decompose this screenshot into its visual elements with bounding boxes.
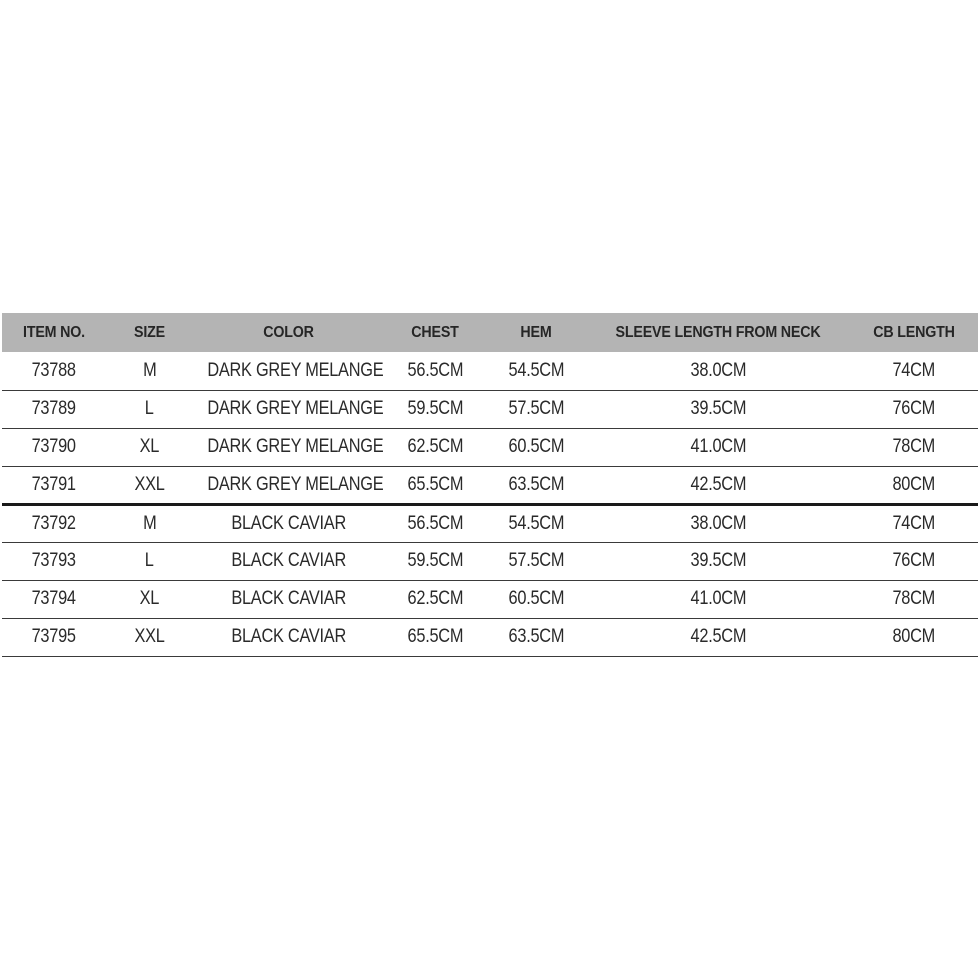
cell-item-no: 73790 xyxy=(2,428,106,466)
cell-chest: 62.5CM xyxy=(384,428,486,466)
cell-sleeve-length: 42.5CM xyxy=(586,618,850,656)
cell-size: XL xyxy=(106,428,193,466)
cell-hem: 63.5CM xyxy=(486,618,586,656)
cell-size: L xyxy=(106,390,193,428)
cell-cb-length: 76CM xyxy=(850,390,978,428)
cell-size: XXL xyxy=(106,618,193,656)
header-row xyxy=(2,313,978,352)
cell-size: XXL xyxy=(106,466,193,504)
cell-color: BLACK CAVIAR xyxy=(193,542,384,580)
cell-chest: 65.5CM xyxy=(384,618,486,656)
header-cb-length: CB LENGTH xyxy=(873,323,955,341)
cell-hem: 60.5CM xyxy=(486,428,586,466)
cell-color: BLACK CAVIAR xyxy=(193,504,384,542)
cell-size: XL xyxy=(106,580,193,618)
cell-item-no: 73789 xyxy=(2,390,106,428)
cell-cb-length: 74CM xyxy=(850,504,978,542)
cell-color: DARK GREY MELANGE xyxy=(193,352,384,390)
cell-hem: 54.5CM xyxy=(486,504,586,542)
cell-hem: 63.5CM xyxy=(486,466,586,504)
table-row xyxy=(2,428,978,466)
table-row xyxy=(2,466,978,504)
cell-item-no: 73791 xyxy=(2,466,106,504)
table-header xyxy=(2,313,978,352)
header-size: SIZE xyxy=(134,323,165,341)
cell-sleeve-length: 42.5CM xyxy=(586,466,850,504)
cell-item-no: 73792 xyxy=(2,504,106,542)
table-body xyxy=(2,352,978,656)
cell-size: L xyxy=(106,542,193,580)
cell-color: BLACK CAVIAR xyxy=(193,580,384,618)
cell-cb-length: 74CM xyxy=(850,352,978,390)
cell-chest: 65.5CM xyxy=(384,466,486,504)
cell-chest: 56.5CM xyxy=(384,352,486,390)
cell-color: DARK GREY MELANGE xyxy=(193,466,384,504)
cell-sleeve-length: 38.0CM xyxy=(586,352,850,390)
cell-sleeve-length: 41.0CM xyxy=(586,580,850,618)
cell-sleeve-length: 41.0CM xyxy=(586,428,850,466)
header-chest: CHEST xyxy=(411,323,459,341)
cell-sleeve-length: 39.5CM xyxy=(586,390,850,428)
cell-color: DARK GREY MELANGE xyxy=(193,428,384,466)
cell-chest: 56.5CM xyxy=(384,504,486,542)
table-row xyxy=(2,504,978,542)
table-row xyxy=(2,580,978,618)
header-color: COLOR xyxy=(263,323,314,341)
cell-item-no: 73795 xyxy=(2,618,106,656)
cell-hem: 57.5CM xyxy=(486,542,586,580)
cell-color: DARK GREY MELANGE xyxy=(193,390,384,428)
cell-cb-length: 78CM xyxy=(850,428,978,466)
size-chart-table xyxy=(2,313,978,657)
cell-hem: 57.5CM xyxy=(486,390,586,428)
cell-size: M xyxy=(106,504,193,542)
cell-sleeve-length: 39.5CM xyxy=(586,542,850,580)
cell-chest: 62.5CM xyxy=(384,580,486,618)
table-row xyxy=(2,390,978,428)
cell-item-no: 73788 xyxy=(2,352,106,390)
table-row xyxy=(2,352,978,390)
table-row xyxy=(2,618,978,656)
table-row xyxy=(2,542,978,580)
cell-cb-length: 80CM xyxy=(850,466,978,504)
cell-chest: 59.5CM xyxy=(384,390,486,428)
header-sleeve-length: SLEEVE LENGTH FROM NECK xyxy=(615,323,821,341)
cell-color: BLACK CAVIAR xyxy=(193,618,384,656)
cell-sleeve-length: 38.0CM xyxy=(586,504,850,542)
cell-item-no: 73793 xyxy=(2,542,106,580)
header-hem: HEM xyxy=(520,323,552,341)
cell-cb-length: 76CM xyxy=(850,542,978,580)
header-item-no: ITEM NO. xyxy=(23,323,85,341)
cell-chest: 59.5CM xyxy=(384,542,486,580)
cell-size: M xyxy=(106,352,193,390)
cell-cb-length: 80CM xyxy=(850,618,978,656)
cell-hem: 60.5CM xyxy=(486,580,586,618)
cell-hem: 54.5CM xyxy=(486,352,586,390)
cell-cb-length: 78CM xyxy=(850,580,978,618)
cell-item-no: 73794 xyxy=(2,580,106,618)
